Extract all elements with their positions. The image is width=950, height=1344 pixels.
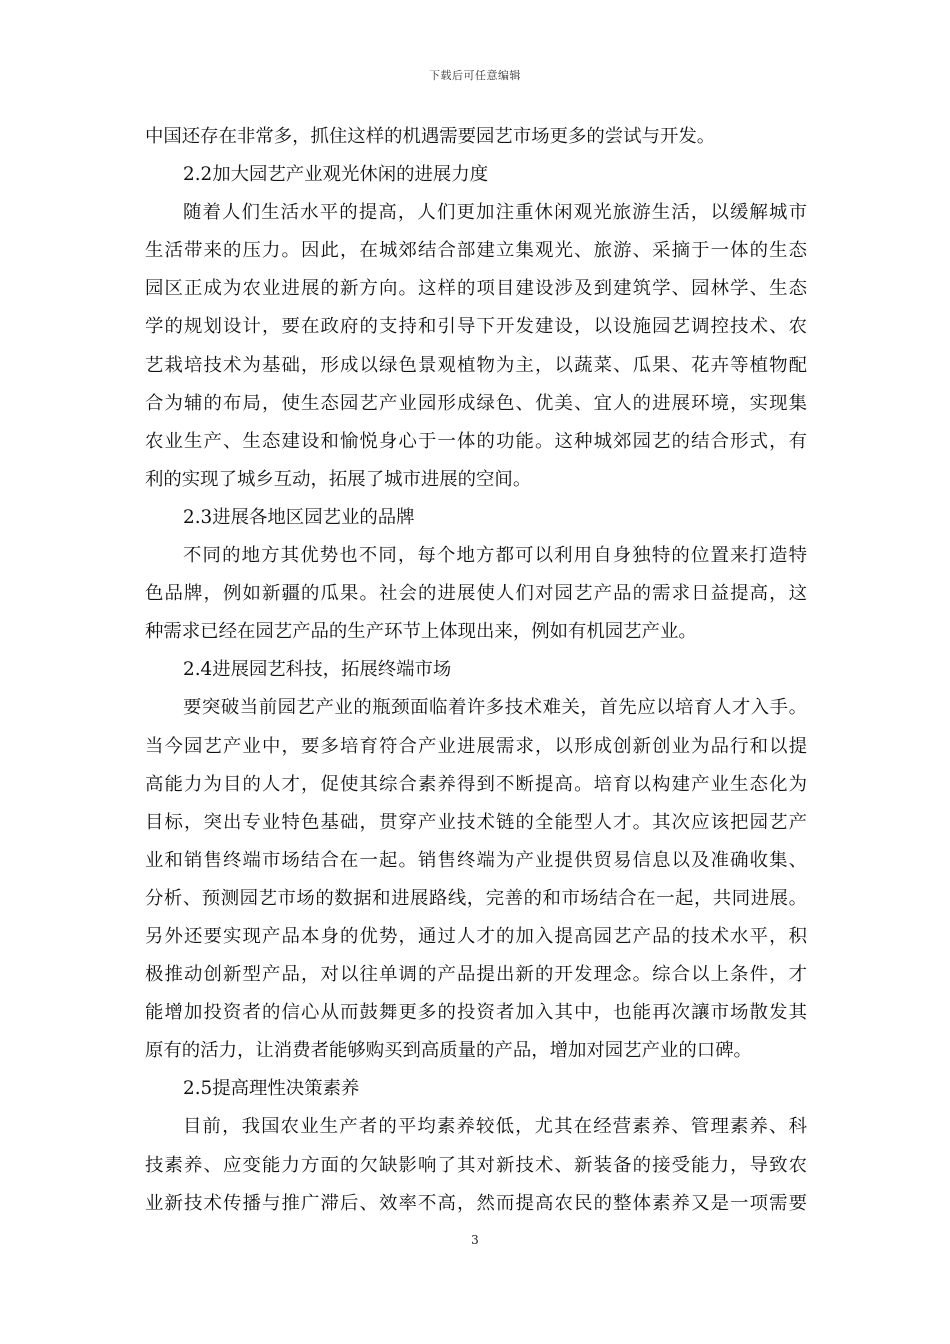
text-line: 随着人们生活水平的提高，人们更加注重休闲观光旅游生活，以缓解城市 [183,202,807,224]
text-line: 当今园艺产业中，要多培育符合产业进展需求，以形成创新创业为品行和以提 [145,735,807,757]
text-line: 合为辅的布局，使生态园艺产业园形成绿色、优美、宜人的进展环境，实现集 [145,392,807,414]
text-line: 色品牌，例如新疆的瓜果。社会的进展使人们对园艺产品的需求日益提高，这 [145,583,807,605]
text-line: 2.2加大园艺产业观光休闲的进展力度 [183,164,489,186]
text-line: 生活带来的压力。因此，在城郊结合部建立集观光、旅游、采摘于一体的生态 [145,240,807,262]
text-line: 学的规划设计，要在政府的支持和引导下开发建设，以设施园艺调控技术、农 [145,316,807,338]
text-line: 技素养、应变能力方面的欠缺影响了其对新技术、新装备的接受能力，导致农 [145,1154,807,1176]
text-line: 2.5提高理性决策素养 [183,1078,360,1100]
text-line: 中国还存在非常多，抓住这样的机遇需要园艺市场更多的尝试与开发。 [145,126,716,147]
text-line: 原有的活力，让消费者能够购买到高质量的产品，增加对园艺产业的口碑。 [145,1040,752,1062]
text-line: 高能力为目的人才，促使其综合素养得到不断提高。培育以构建产业生态化为 [145,773,807,795]
text-line: 分析、预测园艺市场的数据和进展路线，完善的和市场结合在一起，共同进展。 [145,887,807,909]
text-line: 2.3进展各地区园艺业的品牌 [183,506,415,528]
text-line: 种需求已经在园艺产品的生产环节上体现出来，例如有机园艺产业。 [145,621,697,643]
body-text [145,118,807,1223]
text-line: 业和销售终端市场结合在一起。销售终端为产业提供贸易信息以及准确收集、 [145,849,807,871]
text-line: 2.4进展园艺科技，拓展终端市场 [183,659,452,681]
text-line: 利的实现了城乡互动，拓展了城市进展的空间。 [145,468,532,490]
text-line: 能增加投资者的信心从而鼓舞更多的投资者加入其中，也能再次讓市场散发其 [145,1002,807,1024]
page-number: 3 [471,1233,479,1247]
text-line: 艺栽培技术为基础，形成以绿色景观植物为主，以蔬菜、瓜果、花卉等植物配 [145,354,807,376]
text-line: 另外还要实现产品本身的优势，通过人才的加入提高园艺产品的技术水平，积 [145,925,807,947]
text-line: 业新技术传播与推广滞后、效率不高，然而提高农民的整体素养又是一项需要 [145,1192,807,1214]
text-line: 目标，突出专业特色基础，贯穿产业技术链的全能型人才。其次应该把园艺产 [145,811,807,833]
page-header: 下载后可任意编辑 [429,69,521,82]
text-line: 极推动创新型产品，对以往单调的产品提出新的开发理念。综合以上条件，才 [145,964,807,986]
text-line: 农业生产、生态建设和愉悦身心于一体的功能。这种城郊园艺的结合形式，有 [145,430,807,452]
text-line: 不同的地方其优势也不同，每个地方都可以利用自身独特的位置来打造特 [183,545,807,567]
text-line: 目前，我国农业生产者的平均素养较低，尤其在经营素养、管理素养、科 [183,1116,807,1138]
text-line: 园区正成为农业进展的新方向。这样的项目建设涉及到建筑学、园林学、生态 [145,278,807,300]
text-line: 要突破当前园艺产业的瓶颈面临着许多技术难关，首先应以培育人才入手。 [183,697,807,719]
